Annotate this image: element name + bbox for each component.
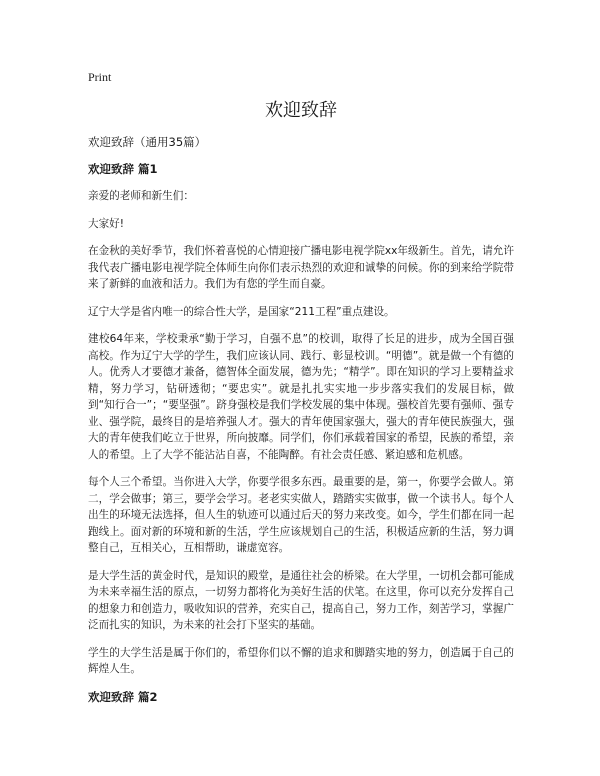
print-link[interactable]: Print: [88, 70, 112, 84]
document-page: [88, 70, 514, 716]
section-1: [88, 161, 514, 678]
section-heading: 欢迎致辞 篇2: [88, 689, 158, 704]
paragraph: 辽宁大学是省内唯一的综合性大学，是国家“211工程”重点建设。: [88, 305, 395, 318]
paragraph: 建校64年来，学校秉承“勤于学习，自强不息”的校训，取得了长足的进步，成为全国百强高校。作为辽宁大学的学生，我们应该认同、践行、彰显校训。“明德”。就是做一个有德的人。优秀人才要德才兼备，德智体全面发展，德为先；“精学”。即在知识的学习上要精益求精，努力学习，钻研透彻；“要忠实”。就是扎扎实实地一步步落实我们的发展目标，做到“知行合一”；“要坚强”。跻身强校是我们学校发展的集中体现。强校首先要有强师、强专业、强学院，最终目的是培养强人才。强大的青年使国家强大，强大的青年使民族强大，强大的青年使我们屹立于世界，所向披靡。同学们，你们承载着国家的希望，民族的希望，亲人的希望。上了大学不能沾沾自喜，不能陶醉。有社会责任感、紧迫感和危机感。: [88, 333, 514, 461]
paragraph: 学生的大学生活是属于你们的，希望你们以不懈的追求和脚踏实地的努力，创造属于自己的辉煌人生。: [88, 646, 514, 675]
document-title: 欢迎致辞: [265, 100, 337, 121]
paragraph: 在金秋的美好季节，我们怀着喜悦的心情迎接广播电影电视学院xx年级新生。首先，请允许我代表广播电影电视学院全体师生向你们表示热烈的欢迎和诚挚的问候。你的到来给学院带来了新鲜的血液和活力。我们为有您的学生而自豪。: [88, 245, 514, 290]
salutation: 亲爱的老师和新生们：: [88, 190, 194, 202]
paragraph: 是大学生活的黄金时代，是知识的殿堂，是通往社会的桥梁。在大学里，一切机会都可能成为未来幸福生活的原点，一切努力都将化为美好生活的伏笔。在这里，你可以充分发挥自己的想象力和创造力，吸收知识的营养，充实自己，提高自己，努力工作，刻苦学习，掌握广泛而扎实的知识，为未来的社会打下坚实的基础。: [88, 569, 514, 631]
section-2: [88, 689, 514, 705]
document-subtitle: 欢迎致辞（通用35篇）: [88, 135, 207, 149]
paragraph: 每个人三个希望。当你进入大学，你要学很多东西。最重要的是，第一，你要学会做人。第二，学会做事；第三，要学会学习。老老实实做人，踏踏实实做事，做一个读书人。每个人出生的环境无法选择，但人生的轨迹可以通过后天的努力来改变。如今，学生们都在同一起跑线上。面对新的环境和新的生活，学生应该规划自己的生活，积极适应新的生活，努力调整自己，互相关心，互相帮助，谦虚宽容。: [88, 476, 514, 554]
greeting: 大家好!: [88, 217, 125, 230]
section-heading: 欢迎致辞 篇1: [88, 162, 158, 176]
